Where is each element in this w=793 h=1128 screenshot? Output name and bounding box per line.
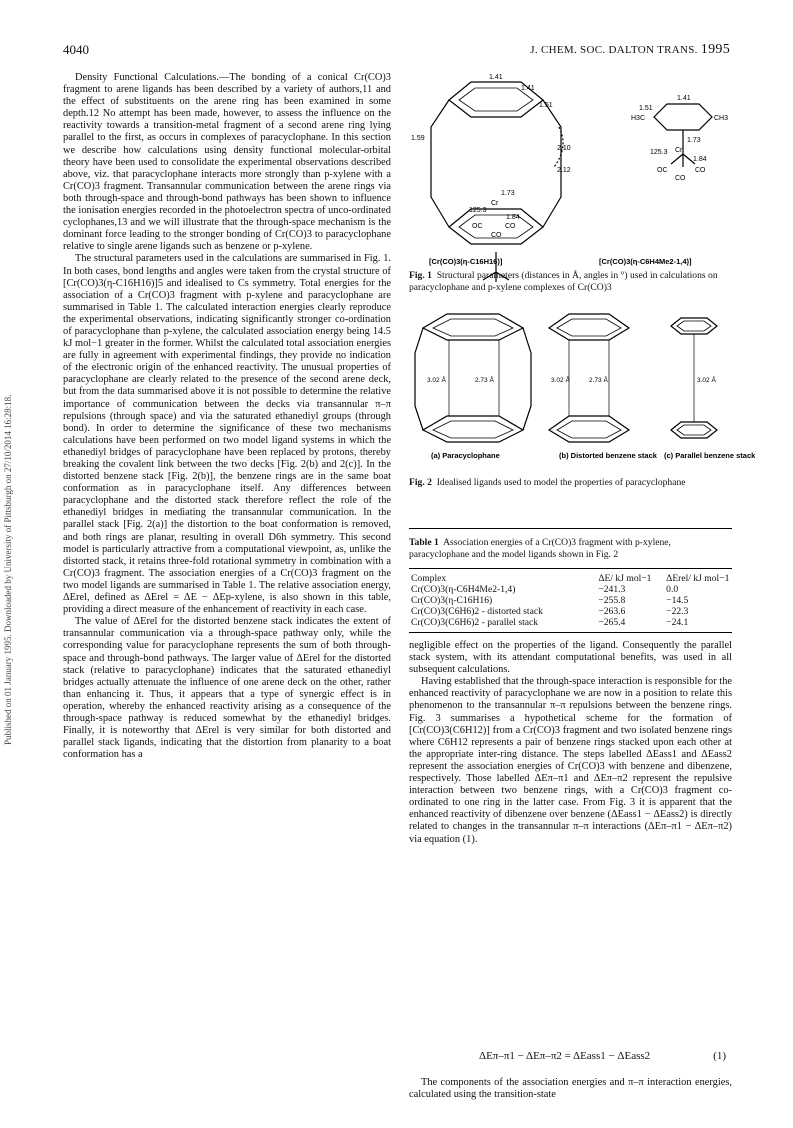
- table-rule: [409, 528, 732, 529]
- table-cell: Cr(CO)3(C6H6)2 - parallel stack: [411, 617, 539, 628]
- bond-label: 2.10: [557, 145, 571, 152]
- caption-label: Fig. 2: [409, 477, 432, 488]
- atom-label: Cr: [675, 147, 683, 154]
- table-cell: −14.5: [666, 595, 689, 606]
- left-column: [63, 72, 391, 761]
- table-row: [409, 584, 732, 595]
- table-cell: Cr(CO)3(η-C16H16): [411, 595, 493, 606]
- atom-label: OC: [657, 167, 668, 174]
- angle-label: 125.3: [650, 149, 668, 156]
- table-cell: −241.3: [598, 584, 626, 595]
- table-cell: −24.1: [666, 617, 689, 628]
- right-column: [409, 640, 732, 846]
- table-rule: [409, 632, 732, 633]
- caption-text: Association energies of a Cr(CO)3 fragment with p-xylene, paracyclophane and the model ligands shown in Fig. 2: [409, 537, 671, 560]
- paragraph: Density Functional Calculations.—The bonding of a conical Cr(CO)3 fragment to arene ligands has been described by a variety of authors,11 and the effect of substituents on the arene ring has been examined in some depth.12 No attempt has been made, however, to assess the influence on the reactivity towards a transition-metal fragment of a second arene ring lying parallel to the first, as occurs in complexes of paracyclophane. In this section we describe how calculations using density functional molecular-orbital theory have been used to consolidate the experimental observations described above, viz. that paracyclophane interacts more strongly than p-xylene with a Cr(CO)3 fragment. Transannular communication between the arene rings via both through-space and through-bond pathways has been shown to influence the ionisation energies recorded in the photoelectron spectra of unco-ordinated cyclophanes,13 and we will illustrate that the through-space mechanism is the dominant force leading to the stronger bonding of Cr(CO)3 to paracyclophane relative to single arene ligands such as benzene or p-xylene.: [63, 72, 391, 253]
- bond-label: 1.41: [521, 85, 535, 92]
- header-cell: ΔErel/ kJ mol−1: [666, 573, 730, 584]
- bond-label: 1.84: [693, 156, 707, 163]
- table-cell: −22.3: [666, 606, 689, 617]
- atom-label: Cr: [491, 200, 499, 207]
- caption-label: Table 1: [409, 537, 439, 548]
- table-cell: Cr(CO)3(η-C6H4Me2-1,4): [411, 584, 516, 595]
- paragraph: The value of ΔErel for the distorted benzene stack indicates the extent of transannular communication via a through-space pathway only, while the corresponding value for paracyclophane represents the sum of both through-space and through-bond pathways. The larger value of ΔErel for the distorted stack (relative to paracyclophane) indicates that the saturated ethanediyl bridges actually attenuate the influence of one arene deck on the other, rather than enhancing it. Thus, it appears that a type of synergic effect is in operation, whereby the enhanced reactivity arising as a consequence of the through-space pathway is reduced somewhat by the ethanediyl bridges. Finally, it is noteworthy that ΔErel is very similar for both distorted and parallel stack ligands, indicating that the distortion from planarity to a boat conformation has a: [63, 616, 391, 761]
- paragraph: Having established that the through-space interaction is responsible for the enhanced reactivity of paracyclophane we are now in a position to relate this phenomenon to the transannular π–π repulsions between the benzene rings. Fig. 3 summarises a hypothetical scheme for the formation of [Cr(CO)3(C6H12)] from a Cr(CO)3 fragment and two isolated benzene rings where C6H12 represents a pair of benzene rings stacked upon each other at the appropriate inter-ring distance. The steps labelled ΔEass1 and ΔEass2 represent the association energies of Cr(CO)3 with benzene and dibenzene, respectively. Those labelled ΔEπ–π1 and ΔEπ–π2 represent the repulsive interaction between two benzene rings, with a Cr(CO)3 fragment co-ordinated to one ring in the latter case. From Fig. 3 it is apparent that the enhanced reactivity of dibenzene over benzene (ΔEass1 − ΔEass2) is directly related to changes in the transannular π–π interactions (ΔEπ–π1 − ΔEπ–π2) via equation (1).: [409, 676, 732, 845]
- angle-label: 125.3: [469, 207, 487, 214]
- bond-label: 1.59: [411, 135, 425, 142]
- table-cell: 0.0: [666, 584, 679, 595]
- paragraph: negligible effect on the properties of the ligand. Consequently the parallel stack system, with its attendant computational benefits, was used in all subsequent calculations.: [409, 640, 732, 676]
- table-row: [409, 606, 732, 617]
- journal-name: J. CHEM. SOC. DALTON TRANS.: [530, 44, 698, 56]
- caption-label: Fig. 1: [409, 270, 432, 281]
- bond-label: 1.51: [539, 102, 553, 109]
- table-cell: −255.8: [598, 595, 626, 606]
- header-cell: Complex: [411, 573, 447, 584]
- table-caption: [409, 537, 732, 560]
- caption-text: Structural parameters (distances in Å, angles in °) used in calculations on paracyclophane and p-xylene complexes of Cr(CO)3: [409, 270, 718, 293]
- header-cell: ΔE/ kJ mol−1: [598, 573, 652, 584]
- table-cell: −265.4: [598, 617, 626, 628]
- atom-label: CO: [695, 167, 706, 174]
- bond-label: 1.41: [489, 74, 503, 81]
- atom-label: CH3: [714, 115, 729, 122]
- bond-label: 1.41: [677, 95, 691, 102]
- journal-year: 1995: [700, 42, 730, 57]
- journal-header: [530, 42, 730, 58]
- atom-label: H3C: [631, 115, 646, 122]
- distance-label: 3.02 Å: [427, 377, 446, 384]
- bond-label: 1.51: [639, 105, 653, 112]
- atom-label: CO: [675, 175, 686, 182]
- caption-text: Idealised ligands used to model the properties of paracyclophane: [436, 477, 686, 488]
- figure-2-caption: [409, 477, 732, 489]
- bond-label: 1.73: [687, 137, 701, 144]
- page-number: 4040: [63, 42, 89, 57]
- table-row: [409, 617, 732, 628]
- panel-label: (c) Parallel benzene stack: [664, 451, 756, 460]
- distance-label: 3.02 Å: [551, 377, 570, 384]
- bond-label: 2.12: [557, 167, 571, 174]
- figure-1-caption: [409, 270, 732, 293]
- atom-label: OC: [472, 223, 483, 230]
- bond-label: 1.84: [506, 214, 520, 221]
- paragraph: The structural parameters used in the calculations are summarised in Fig. 1. In both cases, bond lengths and angles were taken from the crystal structure of [Cr(CO)3(η-C16H16)]5 and idealised to Cs symmetry. Total energies for the association of a Cr(CO)3 fragment with p-xylene and paracyclophane are summarised in Table 1. The calculated interaction energies clearly reproduce the experimental observations, indicating significantly stronger co-ordination of paracyclophane than p-xylene, the calculated association energy being 14.5 kJ mol−1 greater in the former. Whilst the calculated total association energies are fully in agreement with experimental findings, they provide no indication of the electronic origin of the enhanced reactivity. The unusual properties of paracyclophane are clearly related to the presence of the second arene deck, but from the data summarised above it is not possible to determine the relative importance of communication between the decks via transannular π–π repulsions (through space) and via the saturated ethanediyl groups (through bond). In order to determine the significance of these two mechanisms calculations have been performed on two model ligand systems in which the ethanediyl bridges of paracyclophane have been replaced by protons, thereby breaking the covalent link between the two decks [Fig. 2(b) and 2(c)]. In the distorted benzene stack [Fig. 2(b)], the benzene rings are in the same boat conformation as in paracyclophane itself. Any differences between paracyclophane and the distorted stack therefore reflect the role of the ethanediyl bridges in mediating the transannular communication. In the parallel stack [Fig. 2(a)] the distortion to the boat conformation is removed, and both rings are planar, resulting in overall D6h symmetry. This second model is particularly attractive from a computational viewpoint, as, unlike the distorted stack, it retains three-fold rotational symmetry in combination with a Cr(CO)3 fragment. The association energies of a Cr(CO)3 fragment on the two model ligands are summarised in Table 1. The relative association energy, ΔErel, defined as ΔErel = ΔE − ΔEp-xylene, is also shown in this table, providing a direct measure of the enhancement of reactivity in each case.: [63, 253, 391, 616]
- table-cell: −263.6: [598, 606, 626, 617]
- table-header-row: [409, 573, 732, 584]
- paragraph: The components of the association energies and π–π interaction energies, calculated using the transition-state: [409, 1077, 732, 1101]
- panel-label: (b) Distorted benzene stack: [559, 451, 657, 460]
- panel-label: (a) Paracyclophane: [431, 451, 500, 460]
- data-table: [409, 573, 732, 628]
- table-row: [409, 595, 732, 606]
- table-cell: Cr(CO)3(C6H6)2 - distorted stack: [411, 606, 543, 617]
- distance-label: 2.73 Å: [589, 377, 608, 384]
- download-watermark: Published on 01 January 1995. Downloaded by University of Pittsburgh on 27/10/2014 16:28:18.: [3, 394, 13, 746]
- compound-name: [Cr(CO)3(η-C16H16)]: [429, 257, 503, 266]
- table-1: [409, 524, 732, 637]
- compound-name: [Cr(CO)3(η-C6H4Me2-1,4)]: [599, 257, 692, 266]
- figure-2: [409, 308, 756, 473]
- equation-number: (1): [713, 1050, 726, 1062]
- bond-label: 1.73: [501, 190, 515, 197]
- atom-label: CO: [491, 232, 502, 239]
- atom-label: CO: [505, 223, 516, 230]
- distance-label: 2.73 Å: [475, 377, 494, 384]
- table-rule: [409, 568, 732, 569]
- right-column-bottom: [409, 1077, 732, 1101]
- distance-label: 3.02 Å: [697, 377, 716, 384]
- equation-text: ΔEπ–π1 − ΔEπ–π2 = ΔEass1 − ΔEass2: [479, 1050, 651, 1062]
- figure-1: [409, 72, 732, 282]
